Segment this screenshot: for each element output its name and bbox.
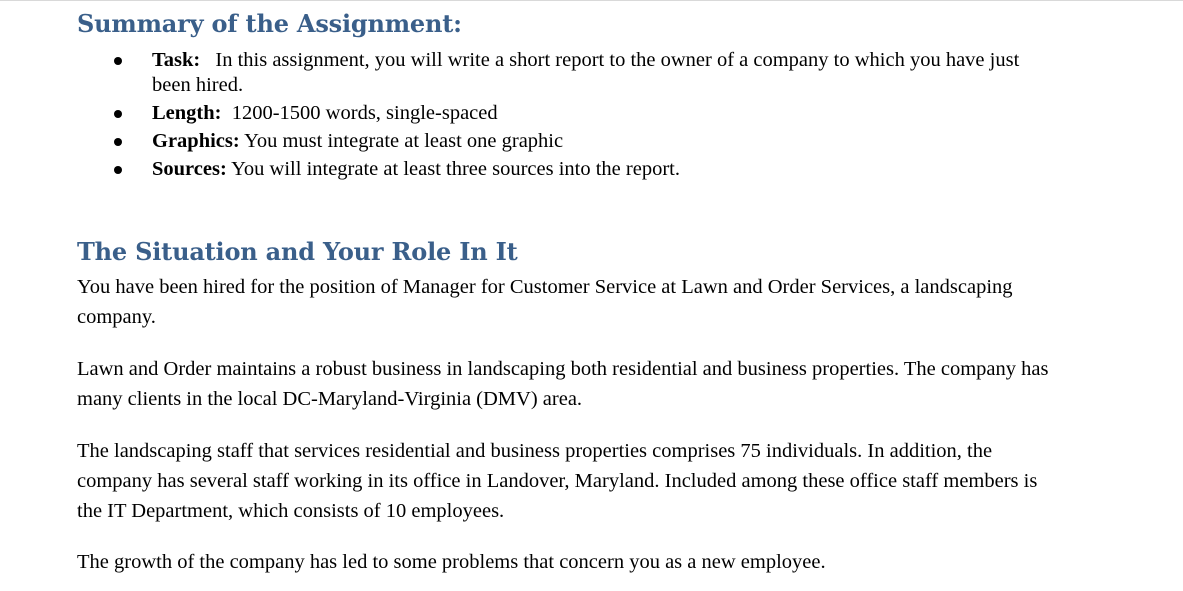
bullet-text: You will integrate at least three sources into the report. xyxy=(231,158,680,180)
bullet-dot-icon xyxy=(114,110,122,118)
bullet-label: Sources: xyxy=(152,158,227,180)
situation-heading: The Situation and Your Role In It xyxy=(77,237,518,266)
situation-paragraph: Lawn and Order maintains a robust business in landscaping both residential and business properties. The company has many clients in the local DC-Maryland-Virginia (DMV) area. xyxy=(77,358,1049,410)
situation-paragraph: The growth of the company has led to some problems that concern you as a new employee. xyxy=(77,551,826,573)
bullet-label: Graphics: xyxy=(152,130,240,152)
summary-bullet-list xyxy=(152,48,1052,185)
situation-paragraph: The landscaping staff that services residential and business properties comprises 75 individuals. In addition, the company has several staff working in its office in Landover, Maryland. Included among these office staff members is the IT Department, which consists of 10 employees. xyxy=(77,440,1038,522)
bullet-sources xyxy=(152,157,1052,182)
bullet-length xyxy=(152,101,1052,126)
bullet-dot-icon xyxy=(114,166,122,174)
bullet-text: In this assignment, you will write a short report to the owner of a company to which you have just been hired. xyxy=(152,49,1020,96)
situation-paragraph: You have been hired for the position of Manager for Customer Service at Lawn and Order Services, a landscaping company. xyxy=(77,276,1013,328)
bullet-dot-icon xyxy=(114,57,122,65)
bullet-text: You must integrate at least one graphic xyxy=(244,130,564,152)
bullet-label: Task: xyxy=(152,49,201,71)
top-border-line xyxy=(0,0,1183,1)
bullet-label: Length: xyxy=(152,102,222,124)
bullet-dot-icon xyxy=(114,138,122,146)
bullet-text: 1200-1500 words, single-spaced xyxy=(231,102,498,124)
bullet-task xyxy=(152,48,1052,98)
bullet-graphics xyxy=(152,129,1052,154)
summary-heading: Summary of the Assignment: xyxy=(77,9,462,38)
